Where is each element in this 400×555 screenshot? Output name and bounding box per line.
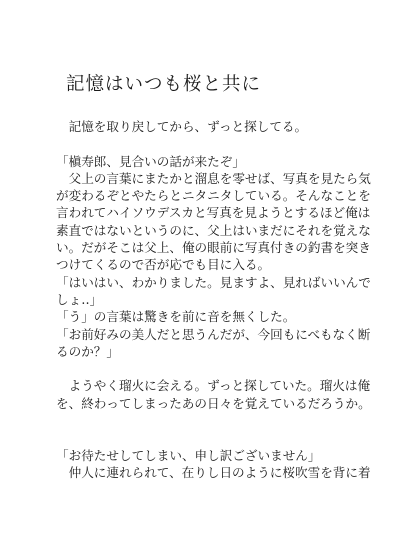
text-line: 「う」の言葉は驚きを前に音を無くした。 — [56, 309, 296, 325]
text-line: 「はいはい、わかりました。見ますよ、見ればいいんで — [56, 274, 371, 290]
text-line: しょ‥」 — [56, 291, 103, 307]
text-line: 言われてハイソウデスカと写真を見ようとするほど俺は — [56, 205, 371, 221]
text-line: を、終わってしまったあの日々を覚えているだろうか。 — [56, 395, 371, 411]
text-line: 仲人に連れられて、在りし日のように桜吹雪を背に着 — [56, 464, 371, 480]
text-line: 素直ではないというのに、父上はいまだにそれを覚えな — [56, 222, 371, 238]
text-line: 記憶を取り戻してから、ずっと探してる。 — [56, 119, 308, 134]
text-line: い。だがそこは父上、俺の眼前に写真付きの釣書を突き — [56, 240, 371, 256]
text-line: ようやく瑠火に会える。ずっと探していた。瑠火は俺 — [56, 378, 371, 394]
text-line: つけてくるので否が応でも目に入る。 — [56, 257, 271, 273]
text-line: 「槇寿郎、見合いの話が来たぞ」 — [56, 153, 245, 169]
blank-line — [56, 360, 356, 377]
blank-line — [56, 412, 356, 429]
story-body — [56, 118, 371, 481]
story-title: 記憶はいつも桜と共に — [66, 74, 262, 95]
text-line: 父上の言葉にまたかと溜息を零せば、写真を見たら気 — [56, 170, 371, 186]
text-line: が変わるぞとやたらとニタニタしている。そんなことを — [56, 188, 371, 204]
blank-line — [56, 135, 356, 152]
text-line: 「お待たせしてしまい、申し訳ございません」 — [56, 447, 321, 463]
text-line: 「お前好みの美人だと思うんだが、今回もにべもなく断 — [56, 326, 371, 342]
blank-line — [56, 429, 356, 446]
text-line: るのか？」 — [56, 343, 119, 359]
